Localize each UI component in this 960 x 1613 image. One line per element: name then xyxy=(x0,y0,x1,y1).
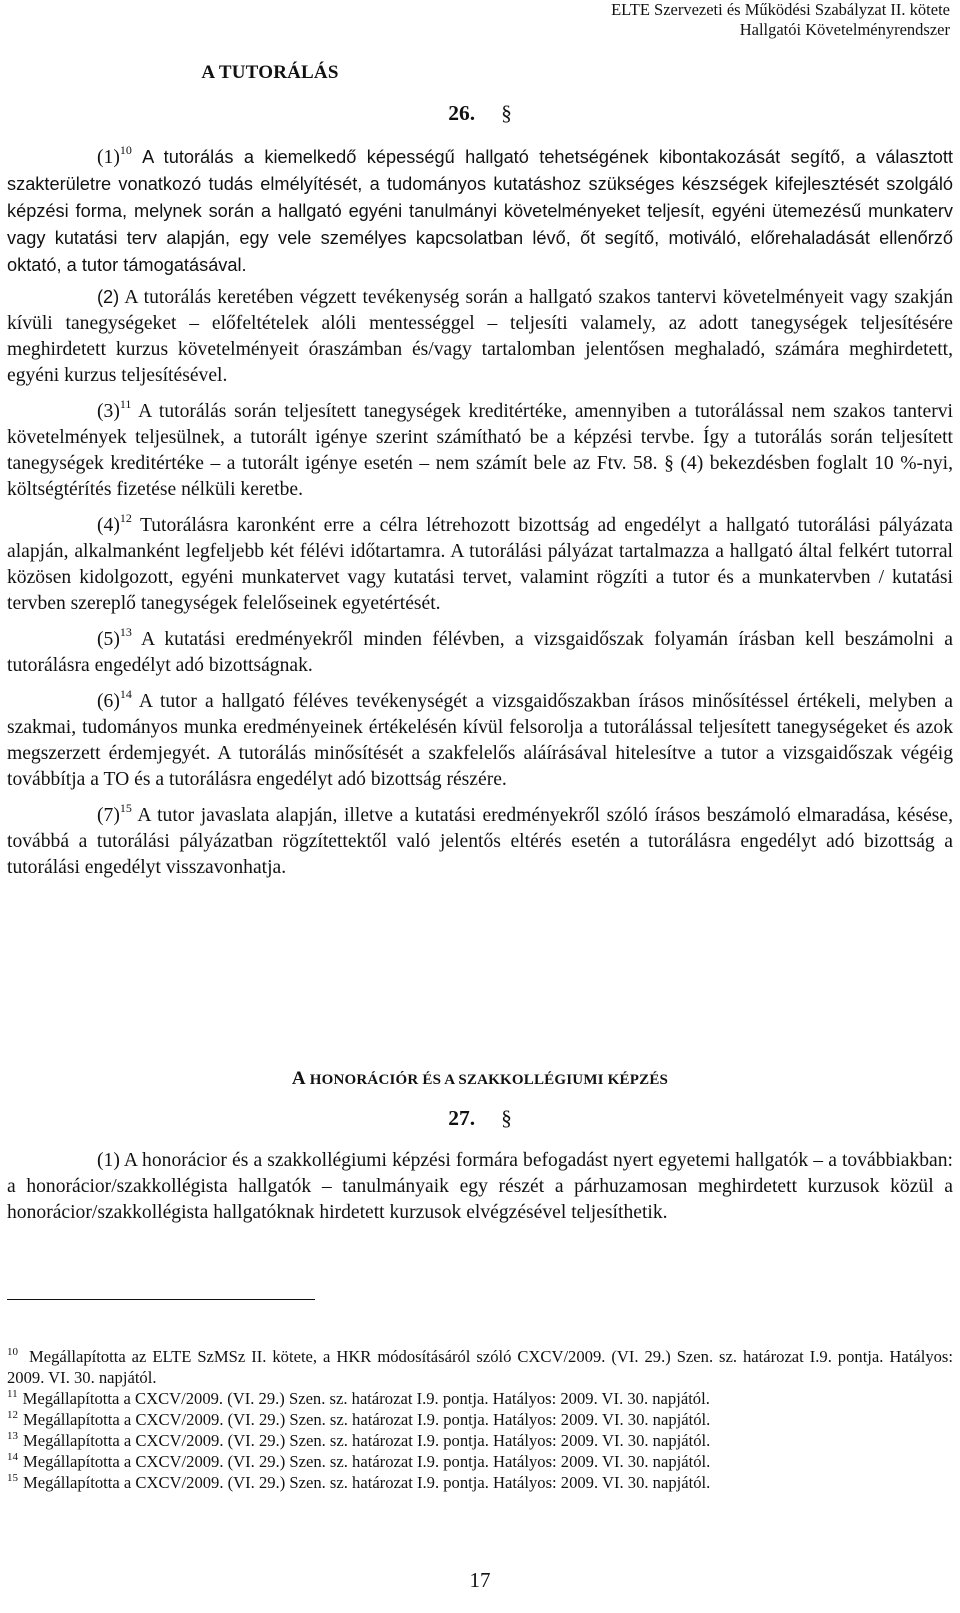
paragraph-26-7 xyxy=(7,803,953,881)
paragraph-text: A tutorálás a kiemelkedő képességű hallgató tehetségének kibontakozását segítő, a választott szakterületre vonatkozó tudás elmélyítését, a tudományos kutatáshoz szükséges készségek kifejlesztését szolgáló képzési forma, melynek során a hallgató egyéni tanulmányi követelményeket teljesít, egyéni ütemezésű munkaterv vagy kutatási terv alapján, egy vele személyes kapcsolatban lévő, őt segítő, motiváló, előrehaladását ellenőrző oktató, a tutor támogatásával. xyxy=(7,147,953,275)
paragraph-text: A kutatási eredményekről minden félévben, a vizsgaidőszak folyamán írásban kell beszámolni a tutorálásra engedélyt adó bizottságnak. xyxy=(7,629,953,676)
paragraph-26-2 xyxy=(7,284,953,389)
footnote xyxy=(7,1346,953,1388)
section-26-heading xyxy=(0,62,750,84)
section-sign: § xyxy=(501,1106,512,1130)
paragraph-label: (3) xyxy=(97,401,120,422)
footnote-text: Megállapította a CXCV/2009. (VI. 29.) Szen. sz. határozat I.9. pontja. Hatályos: 2009. VI. 30. napjától. xyxy=(22,1389,710,1408)
paragraph-label: (7) xyxy=(97,805,120,826)
header-line-regulation: ELTE Szervezeti és Működési Szabályzat II. kötete xyxy=(611,0,950,19)
footnote xyxy=(7,1451,953,1472)
paragraph-27-1 xyxy=(7,1148,953,1226)
paragraph-26-6 xyxy=(7,689,953,793)
footnote xyxy=(7,1430,953,1451)
page-number: 17 xyxy=(469,1568,491,1592)
paragraph-26-5 xyxy=(7,627,953,679)
paragraph-26-1 xyxy=(7,144,953,279)
footnote-text: Megállapította az ELTE SzMSz II. kötete, a HKR módosításáról szóló CXCV/2009. (VI. 29.) Szen. sz. határozat I.9. pontja. Hatályos: 2009. VI. 30. napjától. xyxy=(7,1347,953,1387)
running-header xyxy=(611,0,950,40)
paragraph-text: A tutorálás keretében végzett tevékenység során a hallgató szakos tantervi követelményeit vagy szakján kívüli tanegységeket – előfeltételek alóli mentességgel – teljesíti valamely, az adott tanegységek teljesítésére meghirdetett kurzus követelményeit óraszámban és/vagy tartalomban jelentősen meghaladó, számára meghirdetett, egyéni kurzus teljesítésével. xyxy=(7,287,953,386)
footnotes xyxy=(7,1346,953,1493)
footnote-ref[interactable]: 14 xyxy=(119,687,132,701)
section-27-heading xyxy=(0,1068,960,1090)
footnote-separator xyxy=(7,1299,315,1300)
footnote xyxy=(7,1472,953,1493)
header-line-requirements: Hallgatói Követelményrendszer xyxy=(739,20,950,39)
section-26-number-text: 26. xyxy=(448,101,476,125)
section-27-heading-rest: HONORÁCIÓR ÉS A SZAKKOLLÉGIUMI KÉPZÉS xyxy=(309,1072,669,1088)
paragraph-label: (2) xyxy=(97,287,120,307)
paragraph-label: (6) xyxy=(97,691,120,712)
paragraph-text: A tutor javaslata alapján, illetve a kutatási eredményekről szóló írásos beszámoló elmaradása, késése, továbbá a tutorálási pályázatban rögzítettektől való jelentős eltérés esetén a tutorálásra engedélyt adó bizottság a tutorálási engedélyt visszavonhatja. xyxy=(7,805,953,878)
footnote-number: 11 xyxy=(7,1388,18,1400)
paragraph-label: (4) xyxy=(97,515,120,536)
footnote-text: Megállapította a CXCV/2009. (VI. 29.) Szen. sz. határozat I.9. pontja. Hatályos: 2009. VI. 30. napjától. xyxy=(23,1473,711,1492)
footnote-number: 12 xyxy=(7,1409,18,1421)
paragraph-text: A tutor a hallgató féléves tevékenységét a vizsgaidőszakban írásos minősítéssel értékeli, melyben a szakmai, tudományos munka eredményeinek értékelésén kívül felsorolja a tutorálással teljesített tanegységeket és azok megszerzett érdemjegyét. A tutorálás minősítését a szakfelelős aláírásával hitelesítve a tutor a vizsgaidőszak végéig továbbítja a TO és a tutorálásra engedélyt adó bizottság részére. xyxy=(7,691,953,790)
footnote xyxy=(7,1409,953,1430)
section-27-heading-first: A xyxy=(291,1068,305,1089)
paragraph-text: A tutorálás során teljesített tanegységek kreditértéke, amennyiben a tutorálással nem szakos tantervi követelmények teljesülnek, a tutorált igénye szerint számítható be a képzési tervbe. Így a tutorálás során teljesített tanegységek kreditértéke – a tutorált igénye esetén – nem számít bele az Ftv. 58. § (4) bekezdésben foglalt 10 %-nyi, költségtérítés fizetése nélküli keretbe. xyxy=(7,401,954,500)
footnote-ref[interactable]: 12 xyxy=(119,511,132,525)
footnote-ref[interactable]: 13 xyxy=(119,625,132,639)
section-26-number xyxy=(0,101,960,126)
footnote-ref[interactable]: 15 xyxy=(119,801,132,815)
paragraph-text: Tutorálásra karonként erre a célra létrehozott bizottság ad engedélyt a hallgató tutorálási pályázata alapján, alkalmanként legfeljebb két félévi időtartamra. A tutorálási pályázat tartalmazza a hallgató által felkért tutorral közösen kidolgozott, egyéni munkatervet vagy kutatási tervet, valamint rögzíti a tutor és a munkatervben / kutatási tervben szereplő tanegységek felelőseinek egyetértését. xyxy=(7,515,953,614)
section-26-heading-text: A TUTORÁLÁS xyxy=(201,62,339,83)
footnote-number: 14 xyxy=(7,1451,18,1463)
footnote-ref[interactable]: 10 xyxy=(119,143,132,157)
paragraph-26-3 xyxy=(7,399,953,503)
paragraph-26-4 xyxy=(7,513,953,617)
footnote-text: Megállapította a CXCV/2009. (VI. 29.) Szen. sz. határozat I.9. pontja. Hatályos: 2009. VI. 30. napjától. xyxy=(23,1410,711,1429)
footnote-ref[interactable]: 11 xyxy=(119,397,132,411)
section-27-number xyxy=(0,1106,960,1131)
section-27-number-text: 27. xyxy=(448,1106,476,1130)
footnote-text: Megállapította a CXCV/2009. (VI. 29.) Szen. sz. határozat I.9. pontja. Hatályos: 2009. VI. 30. napjától. xyxy=(23,1452,711,1471)
section-27-body xyxy=(7,1148,953,1226)
section-sign: § xyxy=(501,101,512,125)
section-26-body xyxy=(7,144,953,881)
footnote-number: 10 xyxy=(7,1346,18,1358)
paragraph-label: (1) xyxy=(97,147,120,168)
footnote-number: 13 xyxy=(7,1430,18,1442)
footnote-number: 15 xyxy=(7,1472,18,1484)
footnote-text: Megállapította a CXCV/2009. (VI. 29.) Szen. sz. határozat I.9. pontja. Hatályos: 2009. VI. 30. napjától. xyxy=(23,1431,711,1450)
paragraph-label: (1) xyxy=(97,1150,120,1171)
paragraph-label: (5) xyxy=(97,629,120,650)
paragraph-text: A honorácior és a szakkollégiumi képzési formára befogadást nyert egyetemi hallgatók – a továbbiakban: a honorácior/szakkollégista hallgatók – tanulmányaik egy részét a párhuzamosan meghirdetett kurzusok közül a honorácior/szakkollégista hallgatóknak hirdetett kurzusok elvégzésével teljesíthetik. xyxy=(7,1150,953,1223)
footnote xyxy=(7,1388,953,1409)
